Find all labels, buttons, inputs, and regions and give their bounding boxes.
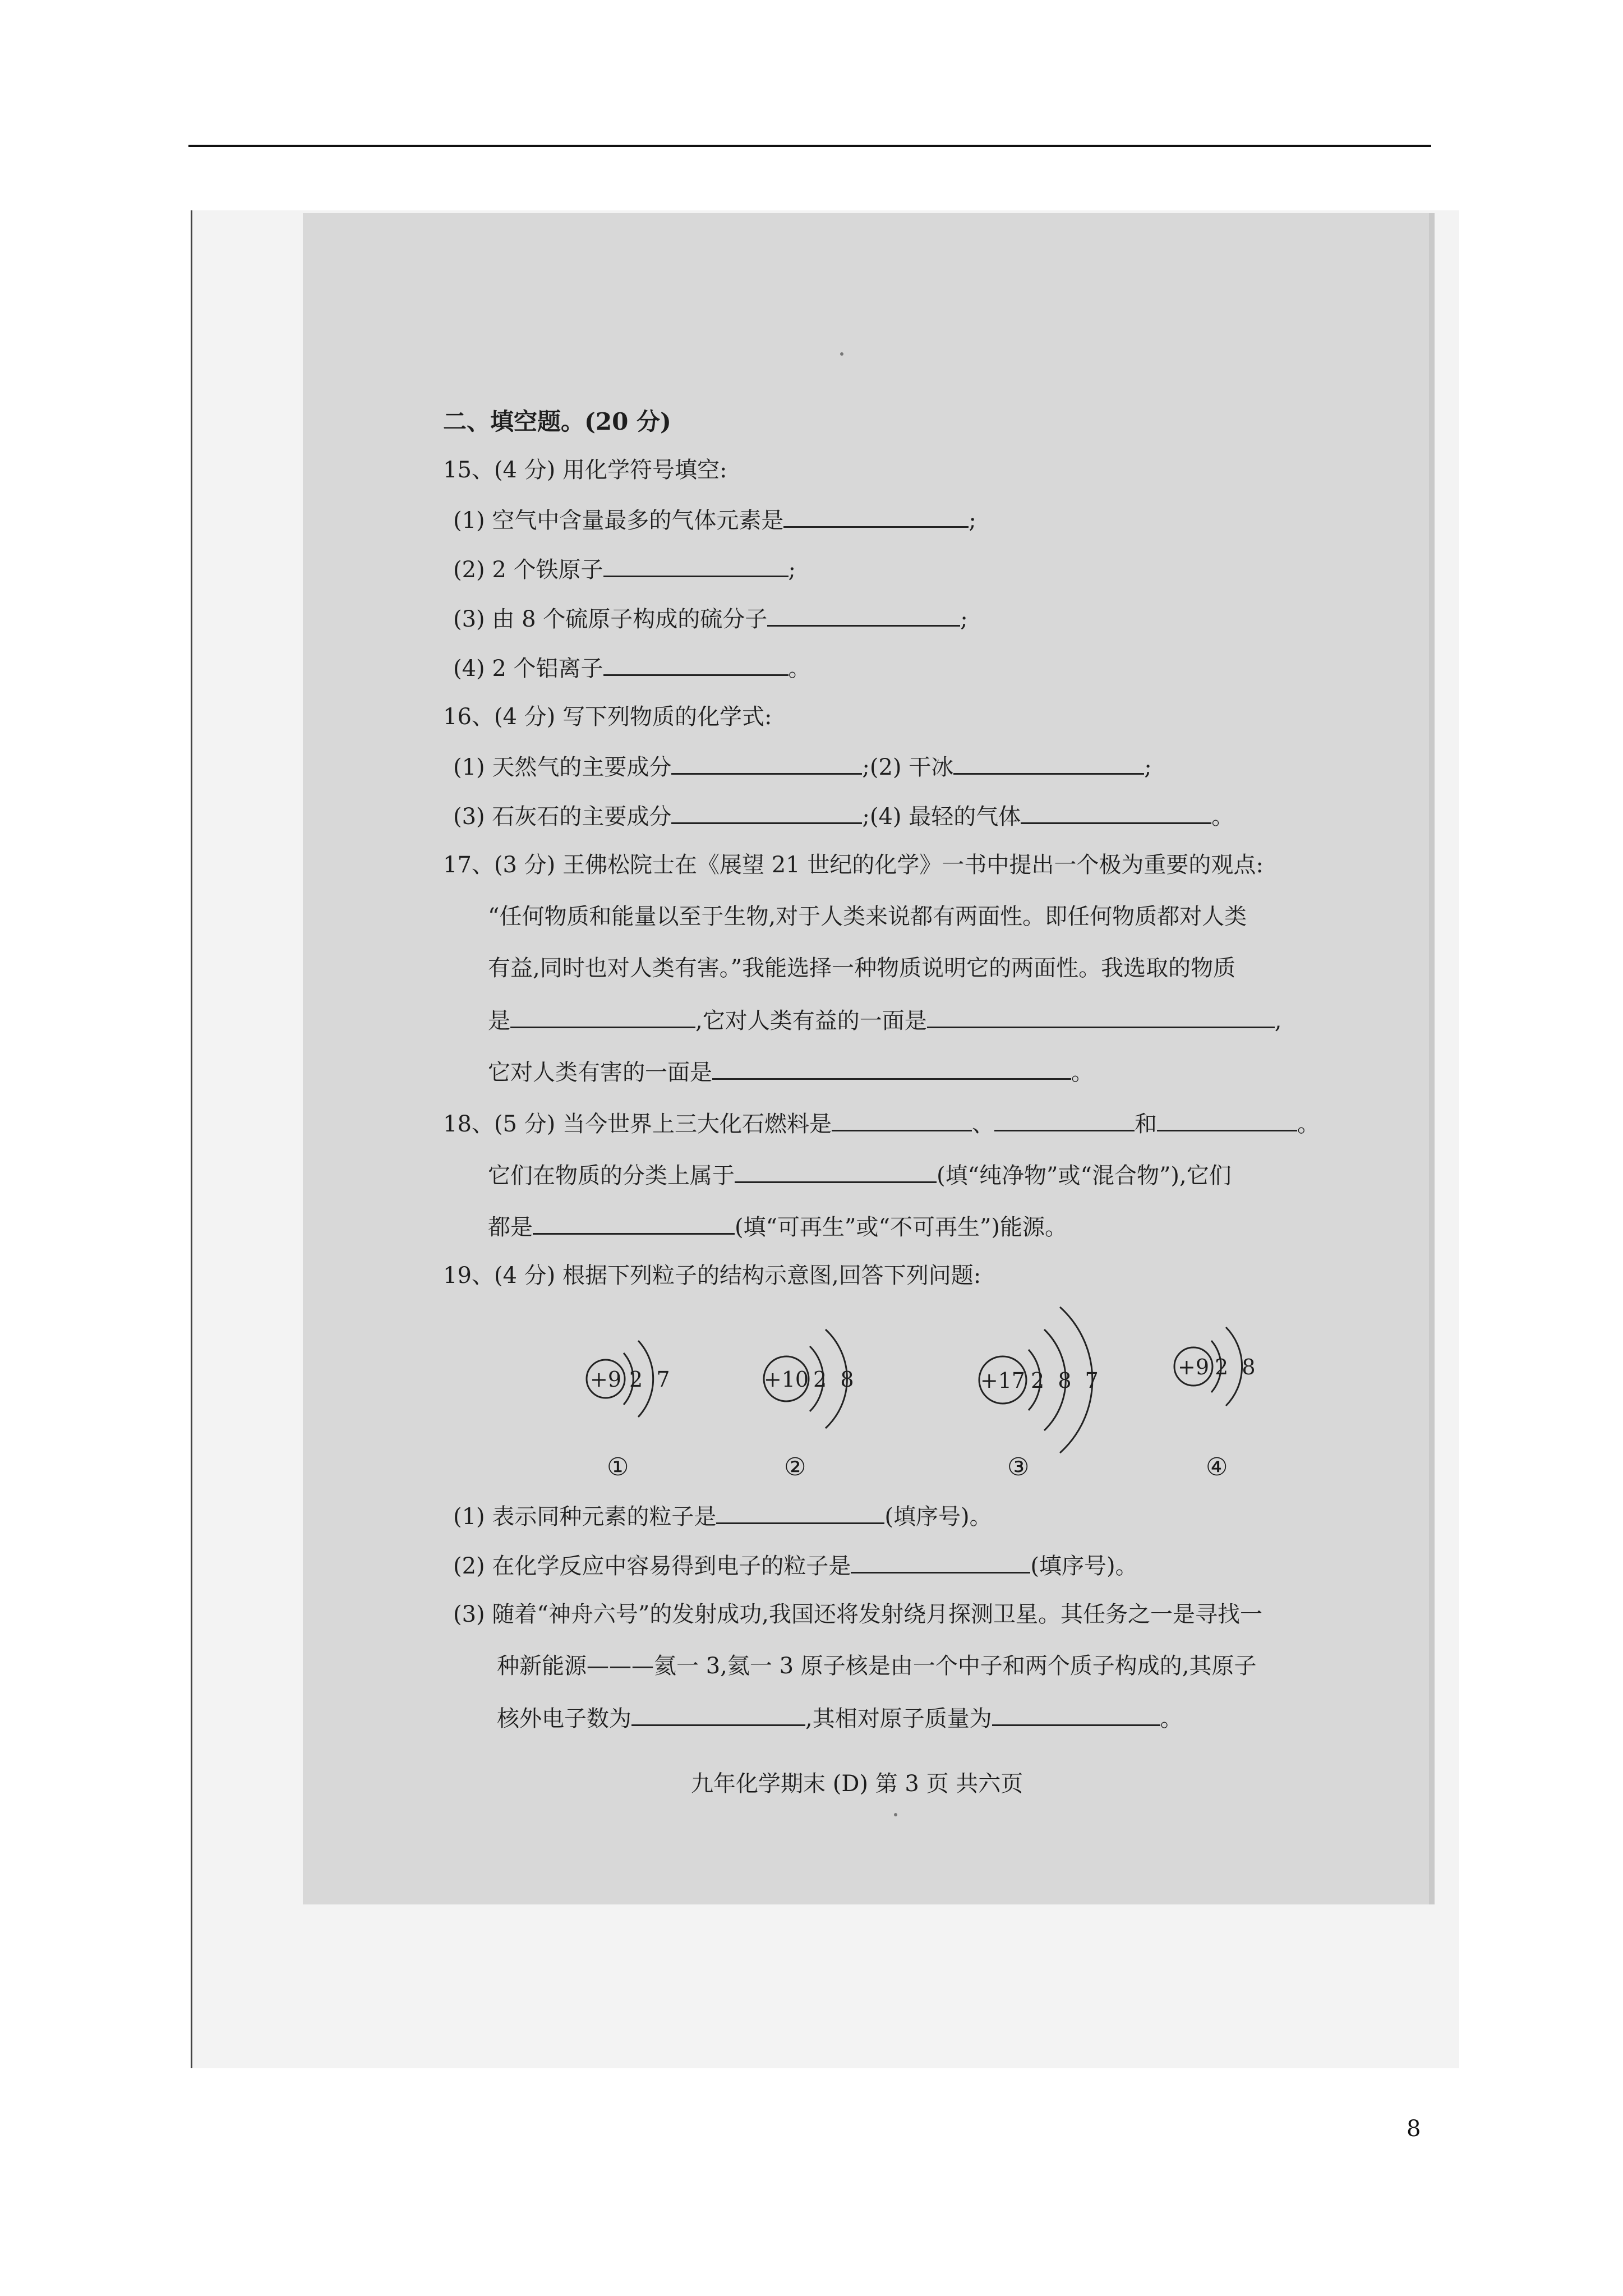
q18-line3-b: (填“可再生”或“不可再生”)能源。 xyxy=(735,1214,1068,1240)
q19-sub3-c: 。 xyxy=(1160,1706,1183,1732)
particle-2-electrons: 2 8 xyxy=(813,1367,854,1392)
scan-speck xyxy=(840,352,843,356)
q16-stem: 16、(4 分) 写下列物质的化学式: xyxy=(443,704,772,730)
q15-item-1-punct: ; xyxy=(969,508,976,533)
q16-row2-a: (3) 石灰石的主要成分 xyxy=(453,804,672,830)
q17-line4-c: , xyxy=(1274,1008,1282,1034)
q19-stem: 19、(4 分) 根据下列粒子的结构示意图,回答下列问题: xyxy=(443,1263,981,1289)
q15-item-2 xyxy=(453,554,796,585)
q18-blank-fuel-2[interactable] xyxy=(994,1108,1135,1131)
particle-diagram-4 xyxy=(1166,1313,1335,1425)
particle-2-nucleus: +10 xyxy=(763,1367,809,1392)
q19-blank-same-element[interactable] xyxy=(716,1501,884,1524)
q16-row1-sep: ; xyxy=(862,754,870,780)
particle-diagram-2 xyxy=(751,1313,920,1436)
q15-item-3-text: (3) 由 8 个硫原子构成的硫分子 xyxy=(453,606,768,632)
q18-line-1 xyxy=(443,1108,1320,1139)
q17-blank-substance[interactable] xyxy=(510,1005,695,1028)
scan-speck xyxy=(894,1813,897,1816)
q15-item-1 xyxy=(453,505,976,535)
q19-sub-3-line-3 xyxy=(497,1703,1183,1733)
particle-3-electrons: 2 8 7 xyxy=(1031,1368,1099,1393)
q19-sub2-b: (填序号)。 xyxy=(1030,1553,1138,1579)
q16-blank-2[interactable] xyxy=(953,752,1144,775)
q19-sub-3-line-1: (3) 随着“神舟六号”的发射成功,我国还将发射绕月探测卫星。其任务之一是寻找一 xyxy=(453,1602,1262,1627)
q16-row1-b: (2) 干冰 xyxy=(869,754,954,780)
particle-4-label: ④ xyxy=(1206,1453,1228,1481)
q15-blank-4[interactable] xyxy=(603,653,789,676)
q15-blank-2[interactable] xyxy=(603,554,789,577)
particle-3-nucleus: +17 xyxy=(980,1368,1026,1393)
q19-sub-3-line-2: 种新能源———氦一 3,氦一 3 原子核是由一个中子和两个质子构成的,其原子 xyxy=(497,1653,1257,1679)
q18-blank-class[interactable] xyxy=(735,1160,937,1183)
q15-blank-1[interactable] xyxy=(783,505,969,528)
q19-sub-1 xyxy=(453,1501,992,1531)
q18-line1-b: 、 xyxy=(972,1111,994,1137)
q15-item-1-text: (1) 空气中含量最多的气体元素是 xyxy=(453,508,784,533)
page-number: 8 xyxy=(1407,2116,1421,2142)
top-rule xyxy=(188,145,1431,147)
particle-1-nucleus: +9 xyxy=(589,1367,622,1392)
q19-blank-atomic-mass[interactable] xyxy=(992,1703,1160,1726)
q19-blank-electron-count[interactable] xyxy=(631,1703,805,1726)
q15-item-4-punct: 。 xyxy=(788,656,811,682)
q19-sub3-b: ,其相对原子质量为 xyxy=(805,1706,992,1732)
q18-blank-renewable[interactable] xyxy=(533,1212,735,1235)
q17-line-3: 有益,同时也对人类有害。”我能选择一种物质说明它的两面性。我选取的物质 xyxy=(488,955,1236,981)
q18-line1-a: 18、(5 分) 当今世界上三大化石燃料是 xyxy=(443,1111,832,1137)
q17-line-5 xyxy=(488,1057,1094,1087)
particle-3-label: ③ xyxy=(1007,1453,1030,1481)
particle-4-nucleus: +9 xyxy=(1177,1355,1210,1379)
q16-blank-4[interactable] xyxy=(1021,801,1211,824)
q18-line2-a: 它们在物质的分类上属于 xyxy=(488,1163,735,1189)
q16-row-1 xyxy=(453,752,1152,782)
particle-1-electrons: 2 7 xyxy=(629,1367,670,1392)
q18-blank-fuel-3[interactable] xyxy=(1157,1108,1297,1131)
q17-line-2: “任何物质和能量以至于生物,对于人类来说都有两面性。即任何物质都对人类 xyxy=(488,904,1247,930)
q17-line5-a: 它对人类有害的一面是 xyxy=(488,1060,712,1085)
particle-4-electrons: 2 8 xyxy=(1215,1355,1256,1379)
section-title: 二、填空题。(20 分) xyxy=(443,408,671,435)
particle-1-label: ① xyxy=(607,1453,629,1481)
q18-line1-d: 。 xyxy=(1297,1111,1320,1137)
q19-sub-2 xyxy=(453,1550,1138,1581)
q15-item-2-text: (2) 2 个铁原子 xyxy=(453,557,603,583)
q19-sub1-a: (1) 表示同种元素的粒子是 xyxy=(453,1504,717,1530)
q15-blank-3[interactable] xyxy=(767,604,960,627)
paper-edge xyxy=(1429,213,1435,1904)
q17-blank-benefit[interactable] xyxy=(927,1005,1275,1028)
q19-sub3-a: 核外电子数为 xyxy=(497,1706,631,1732)
q19-blank-gain-electron[interactable] xyxy=(851,1550,1030,1573)
q17-blank-harm[interactable] xyxy=(712,1057,1071,1080)
q17-line4-a: 是 xyxy=(488,1008,510,1034)
q18-line-2 xyxy=(488,1160,1232,1190)
q15-item-2-punct: ; xyxy=(788,557,796,583)
scan-edge xyxy=(191,210,192,2068)
q16-row2-sep: ; xyxy=(862,804,870,830)
q16-row2-end: 。 xyxy=(1211,804,1234,830)
q16-row1-end: ; xyxy=(1144,754,1152,780)
q18-line2-b: (填“纯净物”或“混合物”),它们 xyxy=(937,1163,1232,1189)
q16-blank-3[interactable] xyxy=(671,801,862,824)
q17-line5-b: 。 xyxy=(1071,1060,1094,1085)
q18-line3-a: 都是 xyxy=(488,1214,533,1240)
q16-row-2 xyxy=(453,801,1234,831)
q15-item-3 xyxy=(453,604,968,634)
q18-line1-c: 和 xyxy=(1135,1111,1157,1137)
scan-page-footer: 九年化学期末 (D) 第 3 页 共六页 xyxy=(691,1771,1023,1797)
q15-item-3-punct: ; xyxy=(960,606,968,632)
q16-row1-a: (1) 天然气的主要成分 xyxy=(453,754,672,780)
q15-item-4-text: (4) 2 个铝离子 xyxy=(453,656,603,682)
q16-row2-b: (4) 最轻的气体 xyxy=(869,804,1021,830)
particle-diagram-1 xyxy=(578,1324,746,1436)
particle-diagram-3 xyxy=(970,1296,1172,1442)
q15-item-4 xyxy=(453,653,811,683)
q15-stem: 15、(4 分) 用化学符号填空: xyxy=(443,457,727,483)
q19-sub2-a: (2) 在化学反应中容易得到电子的粒子是 xyxy=(453,1553,851,1579)
q17-stem: 17、(3 分) 王佛松院士在《展望 21 世纪的化学》一书中提出一个极为重要的观点: xyxy=(443,852,1264,878)
q17-line-4 xyxy=(488,1005,1281,1036)
q17-line4-b: ,它对人类有益的一面是 xyxy=(695,1008,927,1034)
q18-blank-fuel-1[interactable] xyxy=(832,1108,972,1131)
q18-line-3 xyxy=(488,1212,1067,1242)
particle-2-label: ② xyxy=(784,1453,806,1481)
q19-sub1-b: (填序号)。 xyxy=(884,1504,992,1530)
q16-blank-1[interactable] xyxy=(671,752,862,775)
